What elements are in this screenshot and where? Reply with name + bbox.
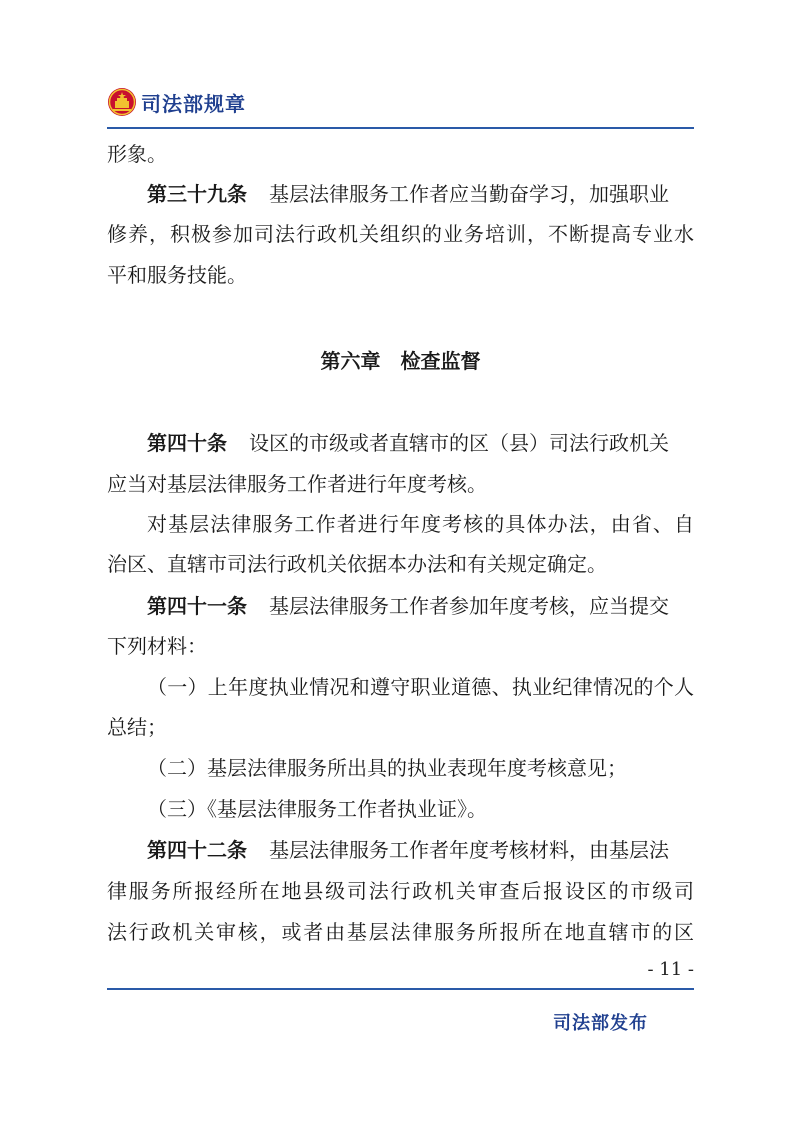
text-line: 平和服务技能。 (107, 263, 247, 287)
national-emblem-icon (107, 87, 137, 117)
list-item: （三）《基层法律服务工作者执业证》。 (147, 797, 487, 821)
chapter-number: 第六章 (320, 349, 381, 373)
text-line: 形象。 (107, 142, 167, 166)
article-39-text: 基层法律服务工作者应当勤奋学习，加强职业 (269, 182, 669, 206)
article-42-text: 基层法律服务工作者年度考核材料，由基层法 (269, 838, 669, 862)
article-42-line-1 (147, 836, 694, 864)
page-header (107, 84, 246, 120)
text-line: 法行政机关审核，或者由基层法律服务所报所在地直辖市的区 (107, 920, 694, 944)
article-41-text: 基层法律服务工作者参加年度考核，应当提交 (269, 594, 669, 618)
header-title: 司法部规章 (141, 91, 246, 116)
article-41-label: 第四十一条 (147, 594, 247, 618)
page-number: - 11 - (647, 959, 694, 980)
chapter-title: 检查监督 (400, 349, 481, 373)
article-39-label: 第三十九条 (147, 182, 247, 206)
article-42-label: 第四十二条 (147, 838, 247, 862)
text-line: 修养，积极参加司法行政机关组织的业务培训，不断提高专业水 (107, 222, 694, 246)
chapter-heading (107, 347, 694, 375)
text-line: 对基层法律服务工作者进行年度考核的具体办法，由省、自 (147, 512, 694, 536)
article-39-line-1 (147, 180, 694, 208)
article-40-label: 第四十条 (147, 431, 227, 455)
footer-rule (107, 988, 694, 990)
article-41-line-1 (147, 592, 694, 620)
text-line: 总结； (107, 715, 167, 739)
text-line: 应当对基层法律服务工作者进行年度考核。 (107, 472, 487, 496)
list-item: （一）上年度执业情况和遵守职业道德、执业纪律情况的个人 (147, 675, 694, 699)
list-item: （二）基层法律服务所出具的执业表现年度考核意见； (147, 756, 627, 780)
text-line: 下列材料： (107, 634, 207, 658)
header-rule (107, 127, 694, 129)
article-40-line-1 (147, 429, 694, 457)
text-line: 治区、直辖市司法行政机关依据本办法和有关规定确定。 (107, 552, 607, 576)
text-line: 律服务所报经所在地县级司法行政机关审查后报设区的市级司 (107, 879, 694, 903)
article-40-text: 设区的市级或者直辖市的区（县）司法行政机关 (249, 431, 669, 455)
footer-publisher: 司法部发布 (553, 1013, 648, 1034)
